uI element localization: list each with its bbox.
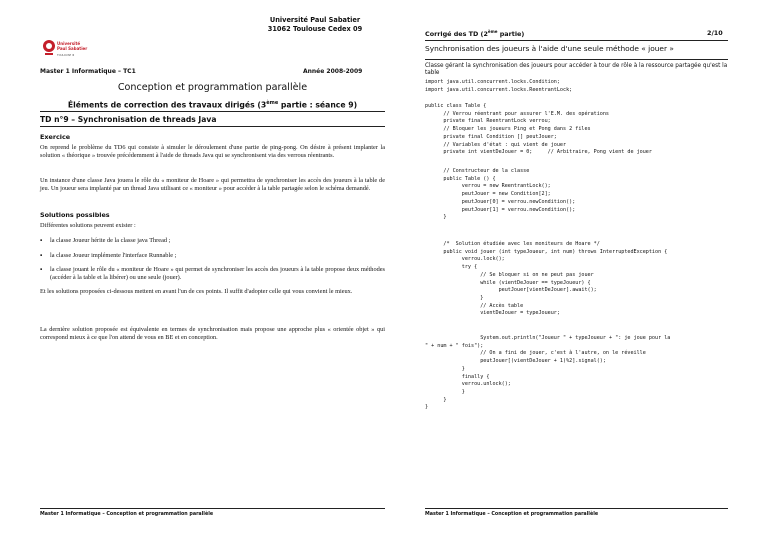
footer-rule-left — [40, 508, 385, 509]
exercise-heading: Exercice — [40, 133, 71, 141]
university-name: Université Paul Sabatier — [269, 16, 361, 24]
elements-title-a: Éléments de correction des travaux dirigés (3 — [67, 100, 267, 110]
course-level: Master 1 Informatique – TC1 — [40, 68, 136, 75]
academic-year: Année 2008-2009 — [303, 68, 363, 75]
solution-item — [40, 266, 385, 282]
last-text: La dernière solution proposée est équivalente en termes de synchronisation mais propose une approche plus « orientée objet » qui correspond mieux à ce que l'on attend de vous en BE et en conception. — [40, 326, 385, 341]
elements-title — [40, 100, 385, 110]
solutions-intro: Différentes solutions peuvent exister : — [40, 222, 136, 229]
code-jouer-method-a: /* Solution étudiée avec les moniteurs de Hoare */ public void jouer (int typeJoueur, int num) throws InterruptedException { verrou.lock(); try { // Se bloquer si on ne peut pas jouer while (vientDeJouer == typeJoueur) { peutJouer[vientDeJouer].await(); } // Accès table vientDeJouer = typeJoueur; — [443, 241, 668, 317]
td-title: TD n°9 – Synchronisation de threads Java — [40, 115, 217, 124]
code-class-fields: public class Table { // Verrou réentrant pour assurer l'E.M. des opérations private final ReentrantLock verrou; // Bloquer les joueurs Ping et Pong dans 2 files private final Condition [] peutJouer; // Variables d'état : qui vient de jouer private int vientDeJouer = 0; // Arbitraire, Pong vient de jouer — [425, 103, 652, 156]
bullet-icon: ▪ — [40, 252, 43, 259]
code-imports: import java.util.concurrent.locks.Condition; import java.util.concurrent.locks.ReentrantLock; — [425, 79, 573, 93]
header-b: partie) — [497, 30, 525, 39]
exercise-text: On reprend le problème du TD6 qui consiste à simuler le déroulement d'une partie de ping-pong. On désire à présent implanter la solution « théorique » trouvée précédemment à l'aide de threads Java qui se synchronisent via des verrous réentrants. — [40, 144, 385, 159]
title-rule-top — [40, 111, 385, 112]
solution-text: la classe Joueur implémente l'interface Runnable ; — [50, 252, 177, 259]
solutions-heading: Solutions possibles — [40, 211, 110, 219]
solution-text: la classe jouant le rôle du « moniteur de Hoare » qui permet de synchroniser les accès des joueurs à la table propose deux méthodes (accéder à la table et la libérer) ou une seule (jouer). — [50, 266, 385, 281]
code-jouer-method-b: System.out.println("Joueur " + typeJoueur + ": je joue pour la " + num + " fois"); // On a fini de jouer, c'est à l'autre, on le réveille peutJouer[(vientDeJouer + 1)%2].signal(); } finally { verrou.unlock(); } } } — [425, 335, 671, 411]
code-constructor: // Constructeur de la classe public Table () { verrou = new ReentrantLock(); peutJouer = new Condition[2]; peutJouer[0] = verrou.newCondition(); peutJouer[1] = verrou.newCondition(); } — [443, 168, 576, 221]
header-a: Corrigé des TD (2 — [425, 30, 488, 39]
solution-text: la classe Joueur hérite de la classe java Thread ; — [50, 237, 171, 244]
footer-rule-right — [425, 508, 728, 509]
bullet-icon: ▪ — [40, 266, 43, 273]
equivalent-text: Et les solutions proposées ci-dessous mettent en avant l'un de ces points. Il suffit d'adopter celle qui vous convient le mieux. — [40, 288, 353, 295]
course-title: Conception et programmation parallèle — [117, 82, 308, 93]
class-description: Classe gérant la synchronisation des joueurs pour accéder à tour de rôle à la ressource partagée qu'est la table — [425, 63, 728, 77]
ups-logo-icon — [41, 38, 88, 62]
solution-item — [40, 252, 385, 260]
page-header — [425, 29, 524, 38]
elements-title-b: partie : séance 9) — [278, 100, 358, 110]
header-sup: ème — [487, 29, 498, 34]
title-rule-bottom — [40, 126, 385, 127]
page-number: 2/10 — [707, 29, 723, 37]
footer-left: Master 1 Informatique – Conception et programmation parallèle — [40, 512, 214, 517]
header-rule — [425, 40, 728, 41]
section-title: Synchronisation des joueurs à l'aide d'une seule méthode « jouer » — [425, 44, 674, 53]
elements-title-sup: ème — [266, 100, 279, 106]
logo-line1: Université — [57, 41, 81, 46]
university-logo — [41, 38, 88, 62]
bullet-icon: ▪ — [40, 237, 43, 244]
footer-right: Master 1 Informatique – Conception et programmation parallèle — [425, 512, 599, 517]
logo-line2: Paul Sabatier — [57, 46, 88, 51]
solution-item — [40, 237, 385, 245]
moniteur-text: Un instance d'une classe Java jouera le rôle du « moniteur de Hoare » qui permettra de synchroniser les accès des joueurs à la table de jeu. Un joueur sera implanté par un thread Java utilisant ce « moniteur » pour accéder à la table partagée selon le schéma demandé. — [40, 177, 385, 192]
section-rule — [425, 59, 728, 60]
logo-line3: TOULOUSE III — [57, 54, 75, 57]
university-address: 31062 Toulouse Cedex 09 — [267, 25, 363, 33]
